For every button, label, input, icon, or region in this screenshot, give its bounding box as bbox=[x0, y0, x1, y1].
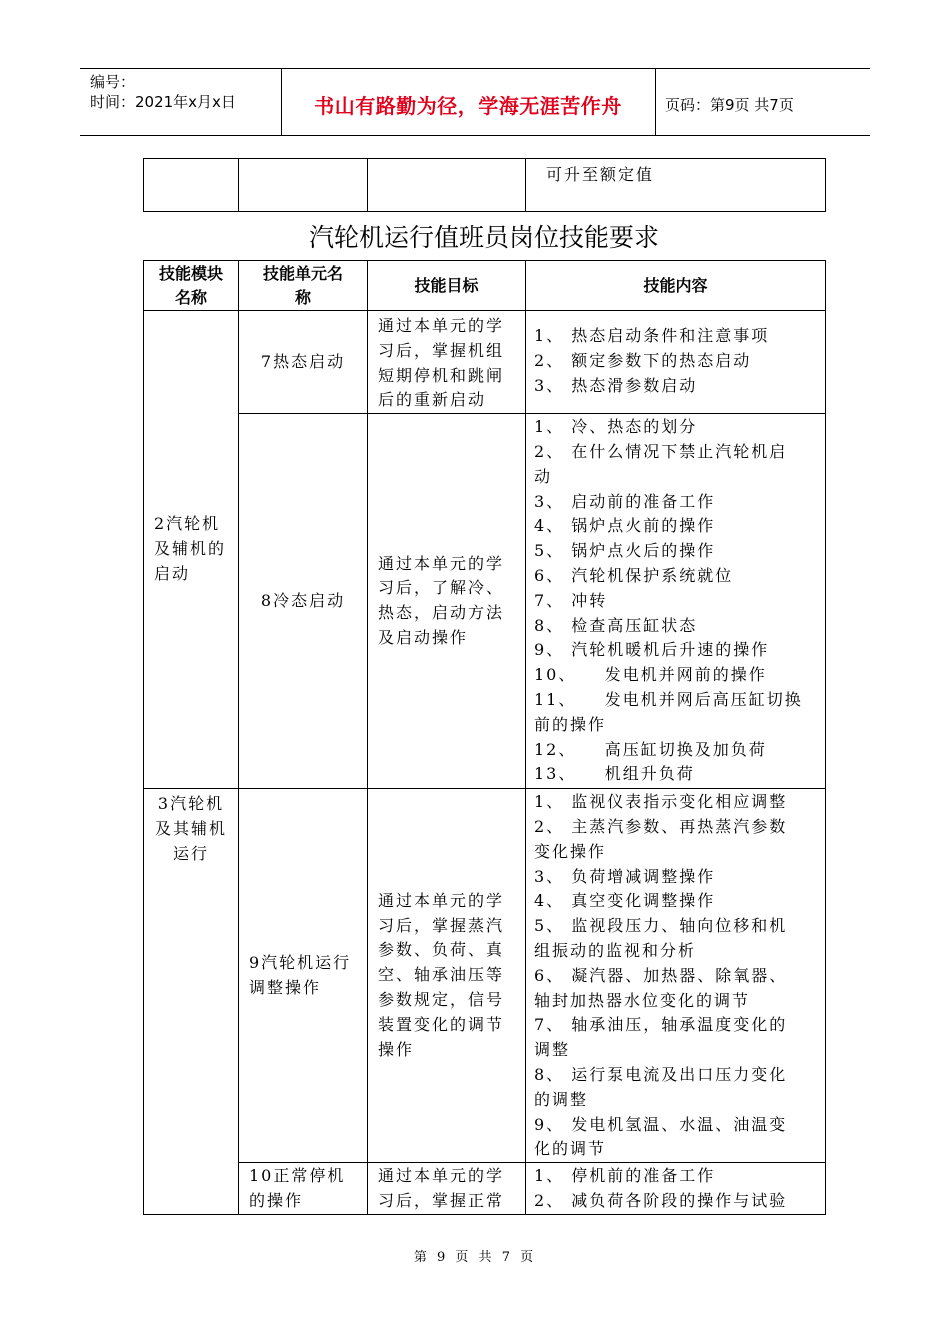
unit-name-cell: 7热态启动 bbox=[239, 311, 368, 414]
module-cell: 3汽轮机 及其辅机 运行 bbox=[144, 789, 239, 1215]
skills-table bbox=[143, 260, 826, 1215]
header-divider-right bbox=[655, 68, 656, 136]
unit-goal-cell: 通过本单元的学 习后，掌握正常 bbox=[368, 1163, 526, 1215]
header-module: 技能模块 名称 bbox=[144, 261, 239, 311]
unit-content-cell: 1、 热态启动条件和注意事项 2、 额定参数下的热态启动 3、 热态滑参数启动 bbox=[526, 311, 826, 414]
document-number-label: 编号： bbox=[90, 73, 136, 91]
table-row bbox=[144, 311, 826, 414]
empty-cell bbox=[144, 159, 239, 212]
unit-content-cell: 1、 停机前的准备工作 2、 减负荷各阶段的操作与试验 bbox=[526, 1163, 826, 1215]
page-code: 页码：第9页 共7页 bbox=[665, 96, 794, 114]
header-bottom-rule bbox=[80, 135, 870, 136]
page-footer: 第 9 页 共 7 页 bbox=[413, 1250, 537, 1265]
unit-name-cell: 8冷态启动 bbox=[239, 414, 368, 789]
unit-goal-cell: 通过本单元的学 习后，了解冷、 热态，启动方法 及启动操作 bbox=[368, 414, 526, 789]
unit-content-cell: 1、 冷、热态的划分 2、 在什么情况下禁止汽轮机启 动 3、 启动前的准备工作 4、 锅炉点火前的操作 5、 锅炉点火后的操作 6、 汽轮机保护系统就位 7、 冲转 8、 检查高压缸状态 9、 汽轮机暖机后升速的操作 10、 发电机并网前的操作 11、 发电机并网后高压缸切换 前的操作 12、 高压缸切换及加负荷 13、 机组升负荷 bbox=[526, 414, 826, 789]
header-content: 技能内容 bbox=[526, 261, 826, 311]
table-row bbox=[144, 1163, 826, 1215]
page-title: 汽轮机运行值班员岗位技能要求 bbox=[308, 223, 659, 252]
continuation-table bbox=[143, 158, 826, 212]
header-unit: 技能单元名 称 bbox=[239, 261, 368, 311]
unit-name-cell: 9汽轮机运行 调整操作 bbox=[239, 789, 368, 1163]
header-top-rule bbox=[80, 68, 870, 69]
table-row bbox=[144, 159, 826, 212]
unit-goal-cell: 通过本单元的学 习后，掌握机组 短期停机和跳闸 后的重新启动 bbox=[368, 311, 526, 414]
unit-content-cell: 1、 监视仪表指示变化相应调整 2、 主蒸汽参数、再热蒸汽参数 变化操作 3、 负荷增减调整操作 4、 真空变化调整操作 5、 监视段压力、轴向位移和机 组振动的监视和分析 6、 凝汽器、加热器、除氧器、 轴封加热器水位变化的调节 7、 轴承油压，轴承温度变化的 调整 8、 运行泵电流及出口压力变化 的调整 9、 发电机氢温、水温、油温变 化的调节 bbox=[526, 789, 826, 1163]
document-date: 时间：2021年x月x日 bbox=[90, 93, 236, 111]
table-header-row bbox=[144, 261, 826, 311]
module-cell: 2汽轮机 及辅机的 启动 bbox=[144, 311, 239, 789]
unit-goal-cell: 通过本单元的学 习后，掌握蒸汽 参数、负荷、真 空、轴承油压等 参数规定，信号 装置变化的调节 操作 bbox=[368, 789, 526, 1163]
empty-cell bbox=[368, 159, 526, 212]
header-goal: 技能目标 bbox=[368, 261, 526, 311]
table-row bbox=[144, 789, 826, 1163]
continuation-content: 可升至额定值 bbox=[526, 159, 826, 212]
unit-name-cell: 10正常停机 的操作 bbox=[239, 1163, 368, 1215]
table-row bbox=[144, 414, 826, 789]
motto-banner: 书山有路勤为径，学海无涯苦作舟 bbox=[314, 94, 622, 118]
empty-cell bbox=[239, 159, 368, 212]
